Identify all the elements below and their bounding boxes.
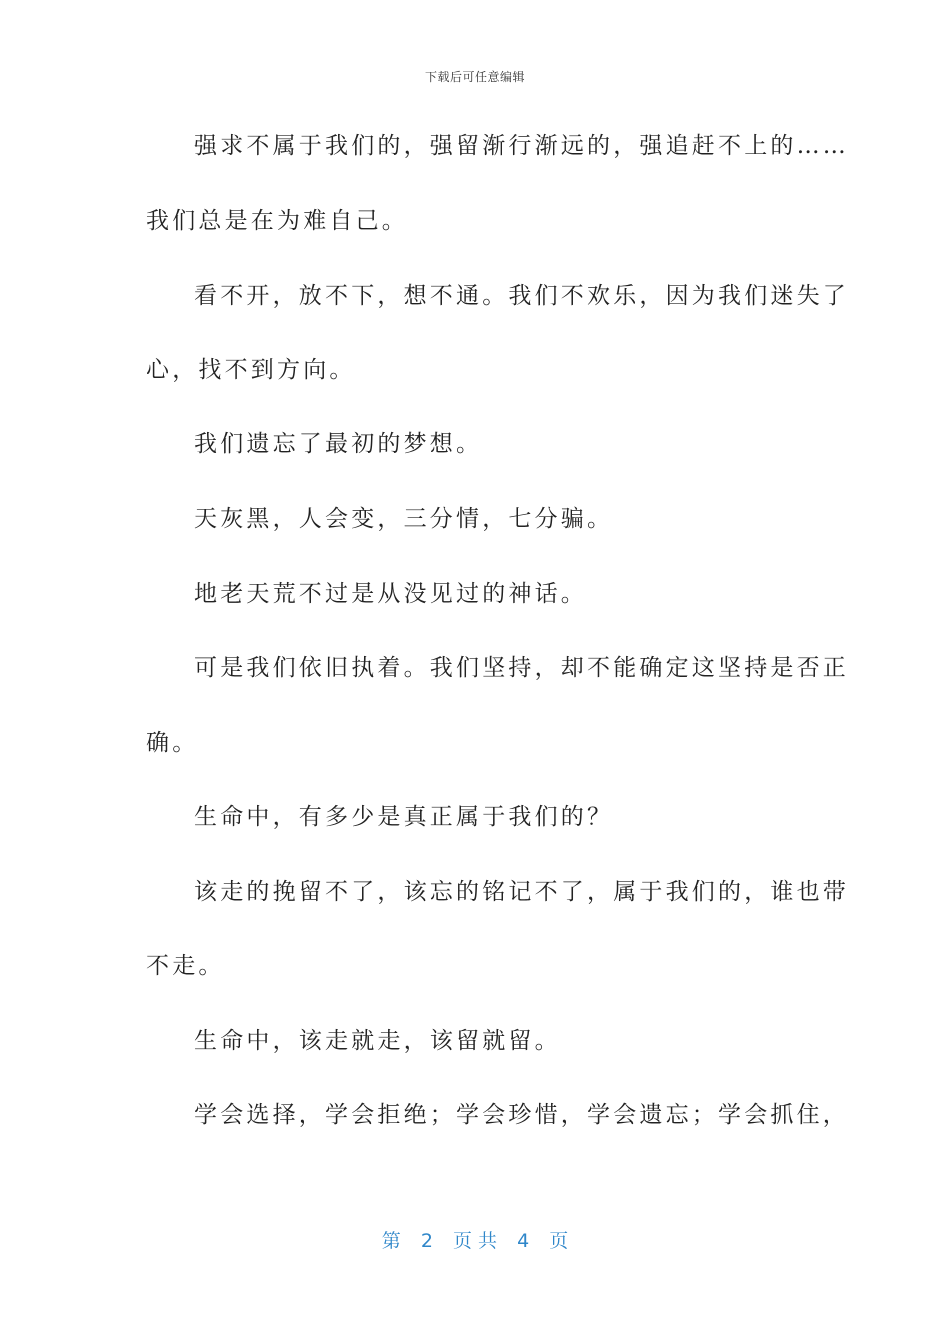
body-line-5: 我们遗忘了最初的梦想。: [194, 431, 483, 457]
footer-prefix: 第: [381, 1230, 401, 1252]
body-line-6: 天灰黑，人会变，三分情，七分骗。: [194, 506, 614, 532]
body-line-1: 强求不属于我们的，强留渐行渐远的，强追赶不上的……: [194, 133, 849, 159]
body-line-11: 该走的挽留不了，该忘的铭记不了，属于我们的，谁也带: [194, 879, 849, 905]
body-line-7: 地老天荒不过是从没见过的神话。: [194, 581, 587, 607]
body-line-10: 生命中，有多少是真正属于我们的？: [194, 804, 614, 830]
body-line-3: 看不开，放不下，想不通。我们不欢乐，因为我们迷失了: [194, 283, 849, 309]
body-line-2: 我们总是在为难自己。: [146, 208, 408, 234]
body-line-4: 心，找不到方向。: [146, 357, 356, 383]
footer-middle: 页 共: [452, 1230, 498, 1252]
body-line-12: 不走。: [146, 953, 225, 979]
body-line-9: 确。: [146, 730, 199, 756]
body-line-8: 可是我们依旧执着。我们坚持，却不能确定这坚持是否正: [194, 655, 849, 681]
page-header: 下载后可任意编辑: [424, 70, 525, 84]
body-line-14: 学会选择，学会拒绝；学会珍惜，学会遗忘；学会抓住，: [194, 1102, 849, 1128]
footer-total-pages: 4: [517, 1230, 530, 1252]
page-footer: [0, 1226, 950, 1253]
footer-current-page: 2: [420, 1230, 433, 1252]
body-line-13: 生命中，该走就走，该留就留。: [194, 1028, 561, 1054]
footer-suffix: 页: [549, 1230, 569, 1252]
